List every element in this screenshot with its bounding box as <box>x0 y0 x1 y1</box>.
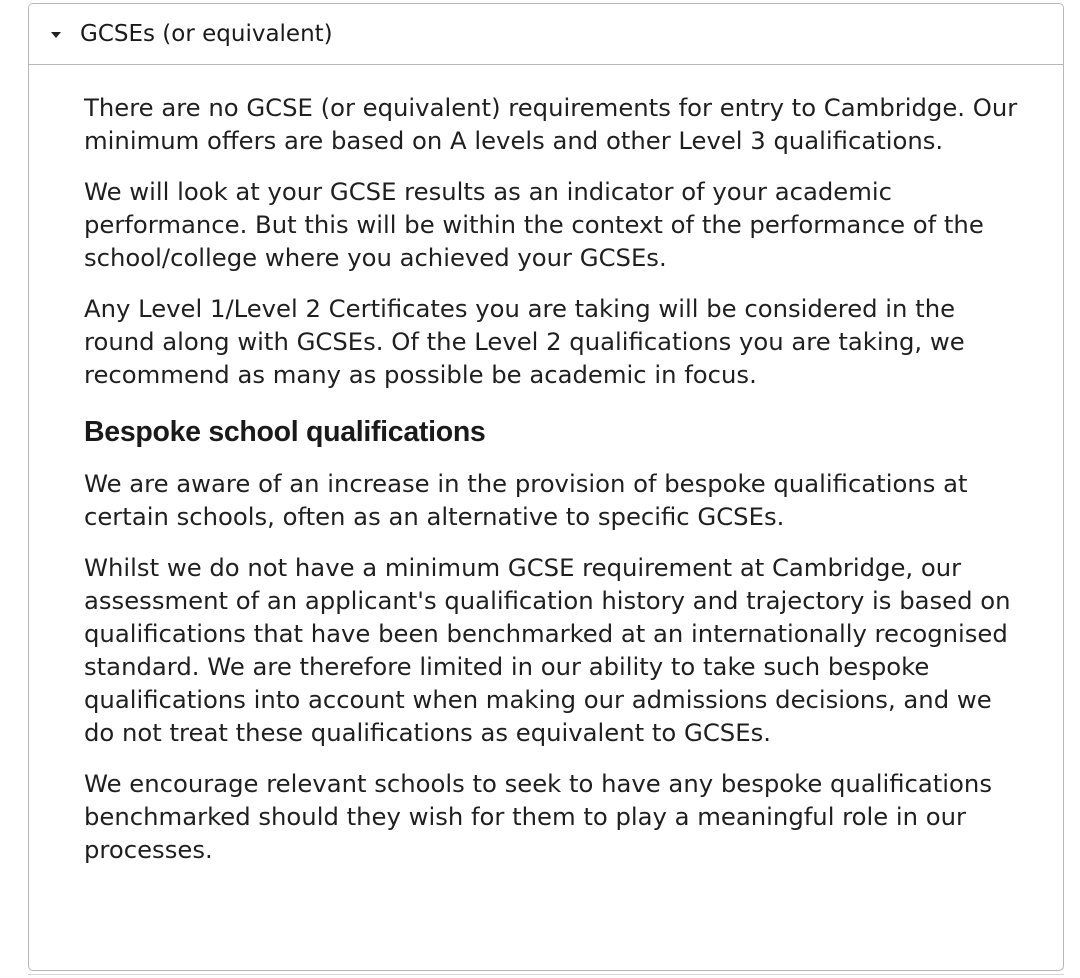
caret-down-icon <box>51 32 61 38</box>
paragraph-encourage-schools: We encourage relevant schools to seek to have any bespoke qualifications benchmarked should they wish for them to play a meaningful role in our processes. <box>84 769 992 864</box>
accordion-content <box>29 65 1063 866</box>
paragraph-bespoke-assessment: Whilst we do not have a minimum GCSE requirement at Cambridge, our assessment of an applicant's qualification history and trajectory is based on qualifications that have been benchmarked at an internationally recognised standard. We are therefore limited in our ability to take such bespoke qualifications into account when making our admissions decisions, and we do not treat these qualifications as equivalent to GCSEs. <box>84 553 1011 747</box>
accordion-toggle[interactable] <box>29 4 1063 65</box>
paragraph-bespoke-increase: We are aware of an increase in the provision of bespoke qualifications at certain schools, often as an alternative to specific GCSEs. <box>84 469 968 531</box>
next-accordion-edge <box>28 974 1064 975</box>
section-heading-bespoke: Bespoke school qualifications <box>84 416 486 448</box>
accordion-gcses <box>28 3 1064 971</box>
paragraph-level-certificates: Any Level 1/Level 2 Certificates you are taking will be considered in the round along with GCSEs. Of the Level 2 qualifications you are taking, we recommend as many as possible be academic in focus. <box>84 294 965 389</box>
accordion-title: GCSEs (or equivalent) <box>80 21 333 47</box>
paragraph-no-requirements: There are no GCSE (or equivalent) requirements for entry to Cambridge. Our minimum offers are based on A levels and other Level 3 qualifications. <box>84 93 1018 155</box>
paragraph-gcse-results: We will look at your GCSE results as an indicator of your academic performance. But this will be within the context of the performance of the school/college where you achieved your GCSEs. <box>84 177 984 272</box>
